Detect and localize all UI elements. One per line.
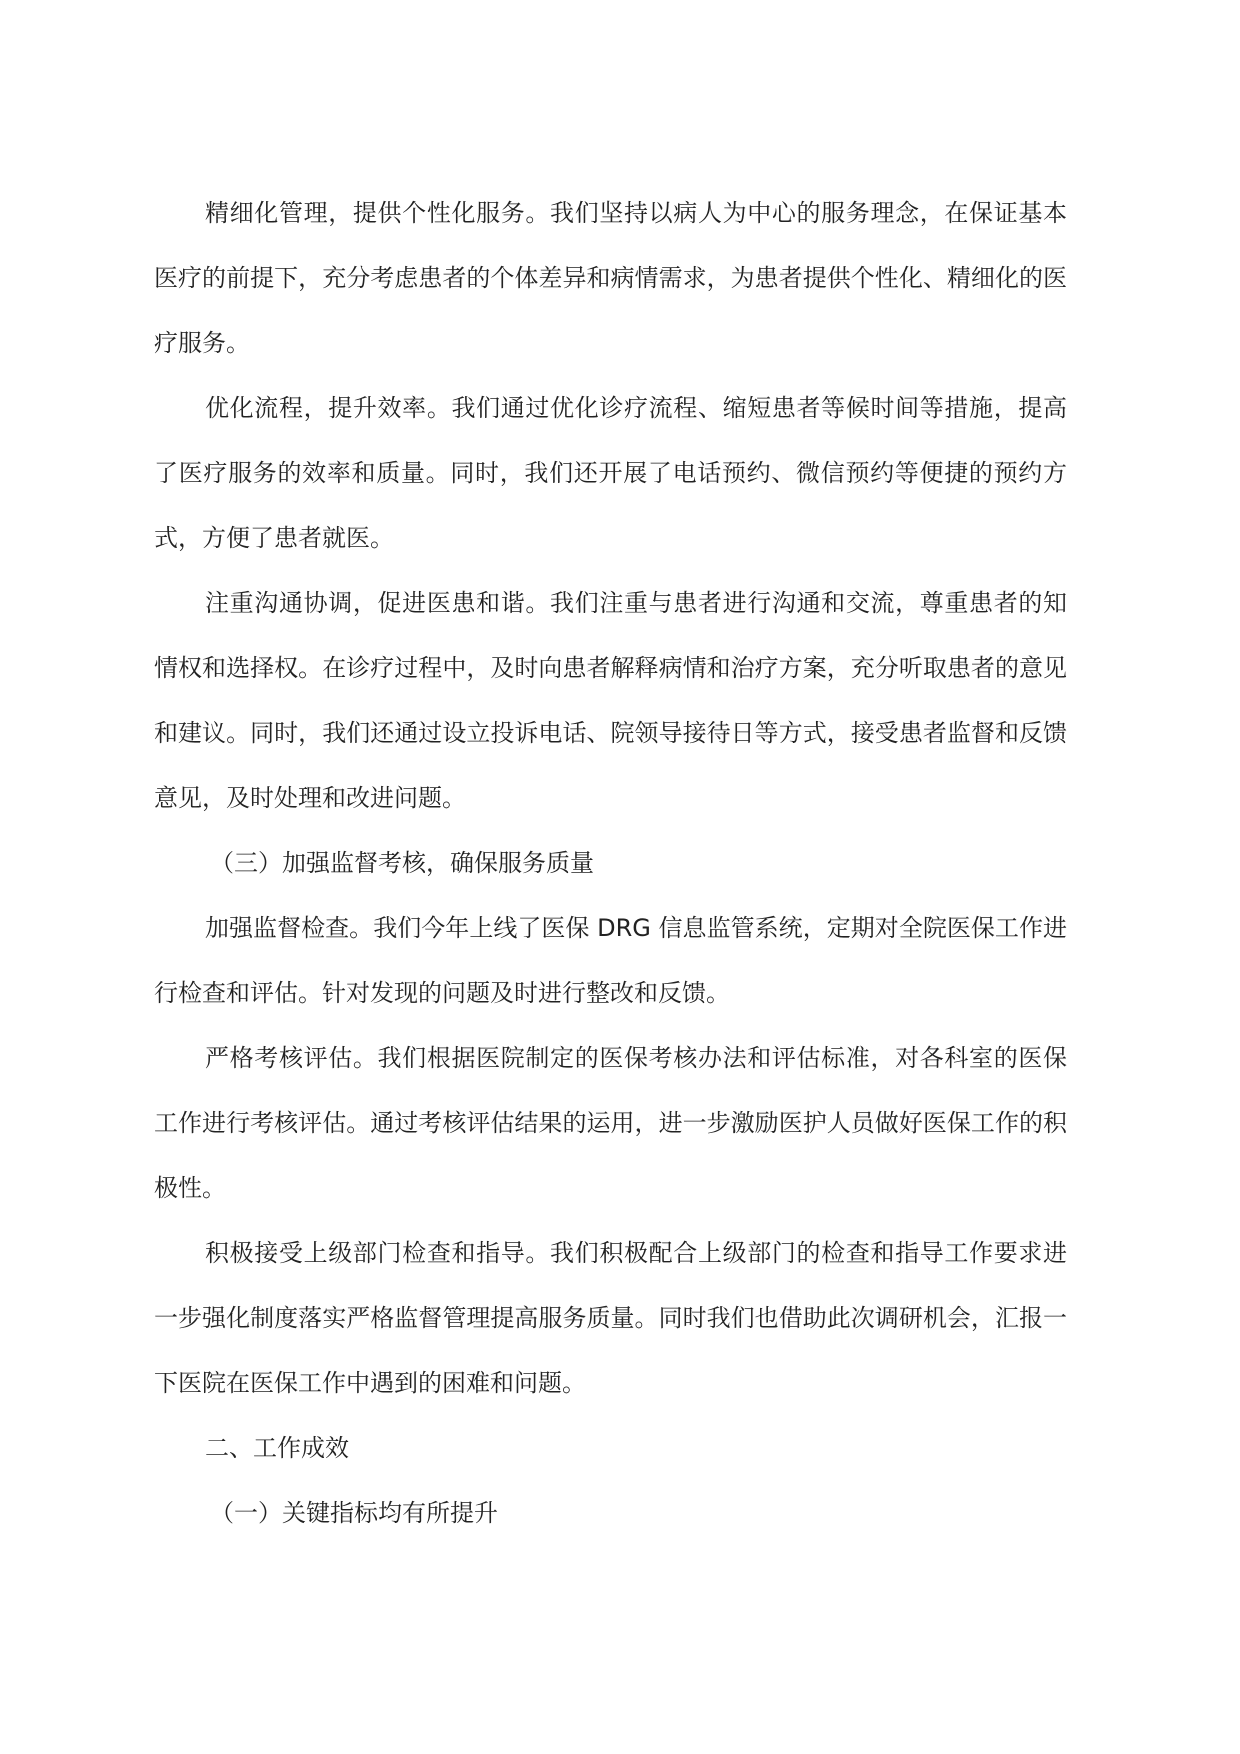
- paragraph-strict-assessment: 严格考核评估。我们根据医院制定的医保考核办法和评估标准，对各科室的医保工作进行考核评估。通过考核评估结果的运用，进一步激励医护人员做好医保工作的积极性。: [154, 1044, 1067, 1202]
- document-body: [154, 181, 1067, 1546]
- paragraph-communication: 注重沟通协调，促进医患和谐。我们注重与患者进行沟通和交流，尊重患者的知情权和选择权。在诊疗过程中，及时向患者解释病情和治疗方案，充分听取患者的意见和建议。同时，我们还通过设立投诉电话、院领导接待日等方式，接受患者监督和反馈意见，及时处理和改进问题。: [154, 589, 1067, 812]
- paragraph-supervision-check: 加强监督检查。我们今年上线了医保 DRG 信息监管系统，定期对全院医保工作进行检查和评估。针对发现的问题及时进行整改和反馈。: [154, 914, 1067, 1007]
- section-heading-supervision: （三）加强监督考核，确保服务质量: [210, 849, 594, 877]
- paragraph-refined-management: 精细化管理，提供个性化服务。我们坚持以病人为中心的服务理念，在保证基本医疗的前提下，充分考虑患者的个体差异和病情需求，为患者提供个性化、精细化的医疗服务。: [154, 199, 1067, 357]
- paragraph-optimize-process: 优化流程，提升效率。我们通过优化诊疗流程、缩短患者等候时间等措施，提高了医疗服务的效率和质量。同时，我们还开展了电话预约、微信预约等便捷的预约方式，方便了患者就医。: [154, 394, 1067, 552]
- section-heading-key-indicators: （一）关键指标均有所提升: [210, 1499, 498, 1527]
- section-heading-results: 二、工作成效: [205, 1434, 349, 1462]
- paragraph-superior-inspection: 积极接受上级部门检查和指导。我们积极配合上级部门的检查和指导工作要求进一步强化制度落实严格监督管理提高服务质量。同时我们也借助此次调研机会，汇报一下医院在医保工作中遇到的困难和问题。: [154, 1239, 1067, 1397]
